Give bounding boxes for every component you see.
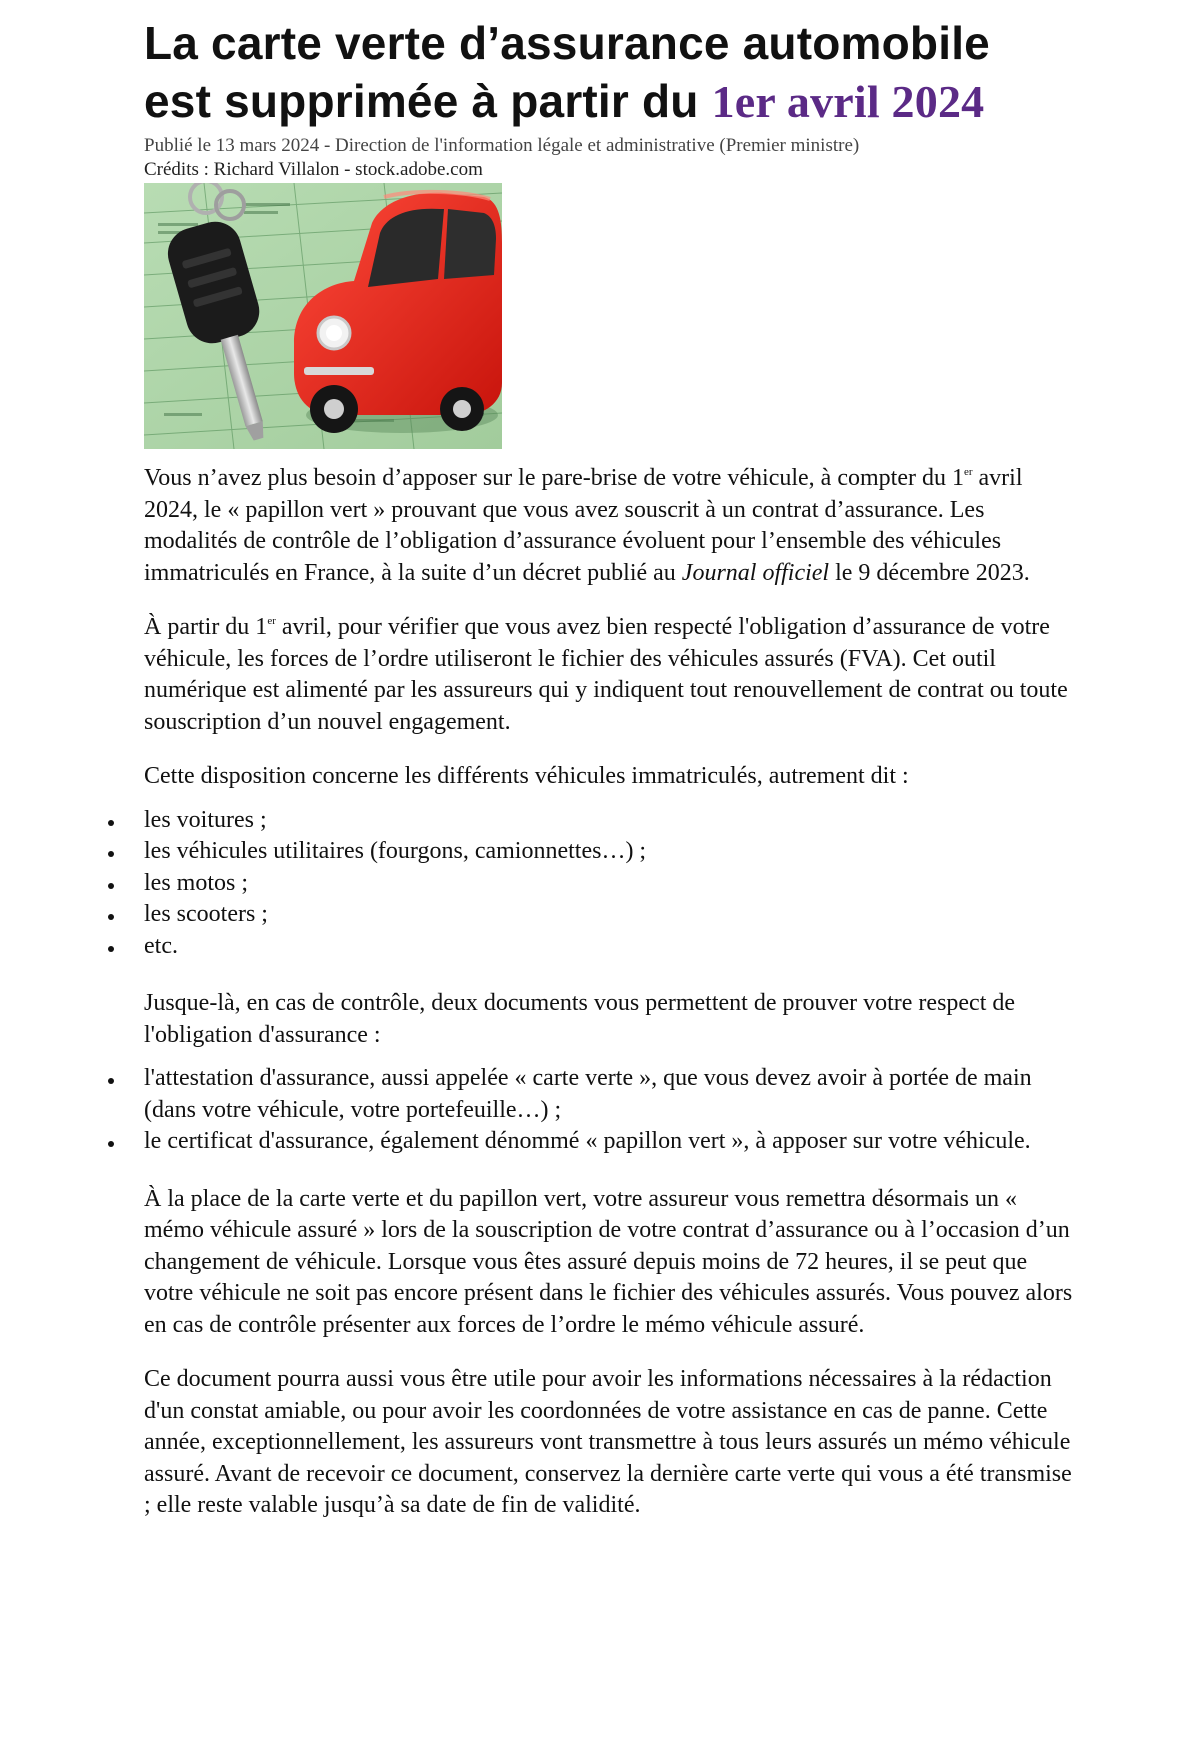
list-item: les motos ; xyxy=(144,868,1079,900)
paragraph-5: À la place de la carte verte et du papillon vert, votre assureur vous remettra désormais un « mémo véhicule assuré » lors de la souscription de votre contrat d’assurance ou à l’occasion d’un changement de véhicule. Lorsque vous êtes assuré depuis moins de 72 heures, il se peut que votre véhicule ne soit pas encore présent dans le fichier des véhicules assurés. Vous pouvez alors en cas de contrôle présenter aux forces de l’ordre le mémo véhicule assuré. xyxy=(144,1185,1073,1338)
article-photo xyxy=(144,183,502,449)
p1-text-a: Vous n’avez plus besoin d’apposer sur le pare-brise de votre véhicule, à compter du 1 xyxy=(144,465,964,491)
list-item: l'attestation d'assurance, aussi appelée « carte verte », que vous devez avoir à portée de main (dans votre véhicule, votre portefeuille…) ; xyxy=(144,1063,1079,1126)
list-item: le certificat d'assurance, également dénommé « papillon vert », à apposer sur votre véhicule. xyxy=(144,1126,1079,1158)
p1-text-c: le 9 décembre 2023. xyxy=(829,559,1030,586)
paragraph-1 xyxy=(144,463,1079,589)
photo-credits: Crédits : Richard Villalon - stock.adobe.com xyxy=(144,159,483,180)
paragraph-3: Cette disposition concerne les différents véhicules immatriculés, autrement dit : xyxy=(144,763,909,789)
article-body xyxy=(144,463,1079,1522)
list-item: les scooters ; xyxy=(144,899,1079,931)
p1-text-b: avril 2024, le « papillon vert » prouvant que vous avez souscrit à un contrat d’assurance. Les modalités de contrôle de l’obligation d’assurance évoluent pour l’ensemble des véhicules immatriculés en France, à la suite d’un décret publié au xyxy=(144,465,1023,586)
title-date-highlight: 1er avril 2024 xyxy=(711,76,985,127)
p2-text-b: avril, pour vérifier que vous avez bien respecté l'obligation d’assurance de votre véhicule, les forces de l’ordre utiliseront le fichier des véhicules assurés (FVA). Cet outil numérique est alimenté par les assureurs qui y indiquent tout renouvellement de contrat ou toute souscription d’un nouvel engagement. xyxy=(144,614,1068,735)
paragraph-6: Ce document pourra aussi vous être utile pour avoir les informations nécessaires à la rédaction d'un constat amiable, ou pour avoir les coordonnées de votre assistance en cas de panne. Cette année, exceptionnellement, les assureurs vont transmettre à tous leurs assurés un mémo véhicule assuré. Avant de recevoir ce document, conservez la dernière carte verte qui vous a été transmise ; elle reste valable jusqu’à sa date de fin de validité. xyxy=(144,1366,1072,1518)
vehicle-list xyxy=(104,805,1079,963)
title-line-2-prefix: est supprimée à partir du xyxy=(144,75,712,127)
p2-superscript: er xyxy=(267,615,276,627)
title-line-1: La carte verte d’assurance automobile xyxy=(144,17,990,69)
documents-list xyxy=(104,1063,1079,1158)
paragraph-4: Jusque-là, en cas de contrôle, deux documents vous permettent de prouver votre respect de l'obligation d'assurance : xyxy=(144,990,1016,1048)
journal-officiel-emphasis: Journal officiel xyxy=(681,559,830,586)
publication-meta: Publié le 13 mars 2024 - Direction de l'information légale et administrative (Premier ministre) xyxy=(144,135,860,156)
p2-text-a: À partir du 1 xyxy=(144,614,268,640)
article-title xyxy=(144,14,1079,131)
list-item: les véhicules utilitaires (fourgons, camionnettes…) ; xyxy=(144,836,1079,868)
paragraph-2 xyxy=(144,612,1079,738)
list-item: etc. xyxy=(144,931,1079,963)
list-item: les voitures ; xyxy=(144,805,1079,837)
article xyxy=(144,14,1079,1545)
p1-superscript: er xyxy=(963,466,973,478)
